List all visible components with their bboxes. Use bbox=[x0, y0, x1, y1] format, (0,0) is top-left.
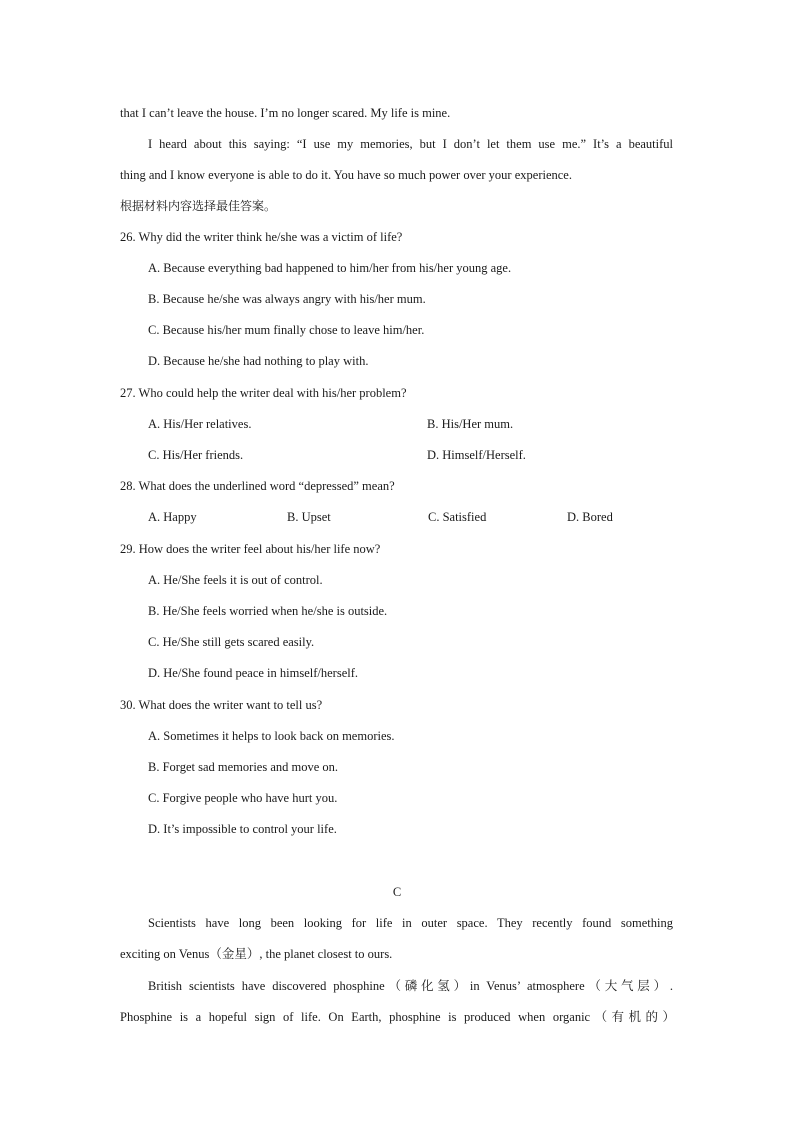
passage-c-p2-line-2: Phosphine is a hopeful sign of life. On Earth, phosphine is produced when organic（有机的） bbox=[120, 1010, 675, 1024]
question-30-stem: 30. What does the writer want to tell us? bbox=[120, 698, 323, 712]
question-28-option-b: B. Upset bbox=[287, 510, 331, 524]
passage-c-p1-line-1: Scientists have long been looking for life in outer space. They recently found something bbox=[148, 916, 673, 930]
passage-b-line-2: I heard about this saying: “I use my memories, but I don’t let them use me.” It’s a beautiful bbox=[148, 137, 673, 151]
question-29-option-a: A. He/She feels it is out of control. bbox=[148, 573, 323, 587]
question-30-option-b: B. Forget sad memories and move on. bbox=[148, 760, 339, 774]
passage-b-line-3: thing and I know everyone is able to do it. You have so much power over your experience. bbox=[120, 168, 572, 182]
passage-c-p1-line-2: exciting on Venus（金星）, the planet closest to ours. bbox=[120, 947, 393, 961]
question-27-option-d: D. Himself/Herself. bbox=[427, 448, 526, 462]
question-27-option-b: B. His/Her mum. bbox=[427, 417, 514, 431]
question-27-option-c: C. His/Her friends. bbox=[148, 448, 244, 462]
passage-b-line-1: that I can’t leave the house. I’m no longer scared. My life is mine. bbox=[120, 106, 451, 120]
question-28-stem: 28. What does the underlined word “depressed” mean? bbox=[120, 479, 395, 493]
question-28-option-d: D. Bored bbox=[567, 510, 613, 524]
passage-c-heading: C bbox=[392, 885, 402, 899]
question-29-option-d: D. He/She found peace in himself/herself. bbox=[148, 666, 359, 680]
question-30-option-a: A. Sometimes it helps to look back on memories. bbox=[148, 729, 395, 743]
question-26-option-c: C. Because his/her mum finally chose to leave him/her. bbox=[148, 323, 425, 337]
question-30-option-d: D. It’s impossible to control your life. bbox=[148, 822, 337, 836]
question-30-option-c: C. Forgive people who have hurt you. bbox=[148, 791, 338, 805]
question-26-stem: 26. Why did the writer think he/she was a victim of life? bbox=[120, 230, 403, 244]
question-29-stem: 29. How does the writer feel about his/her life now? bbox=[120, 542, 381, 556]
question-29-option-c: C. He/She still gets scared easily. bbox=[148, 635, 315, 649]
question-26-option-b: B. Because he/she was always angry with his/her mum. bbox=[148, 292, 426, 306]
question-29-option-b: B. He/She feels worried when he/she is outside. bbox=[148, 604, 388, 618]
question-26-option-a: A. Because everything bad happened to him/her from his/her young age. bbox=[148, 261, 512, 275]
instruction-text: 根据材料内容选择最佳答案。 bbox=[120, 199, 277, 213]
question-26-option-d: D. Because he/she had nothing to play with. bbox=[148, 354, 369, 368]
question-27-stem: 27. Who could help the writer deal with his/her problem? bbox=[120, 386, 407, 400]
question-27-option-a: A. His/Her relatives. bbox=[148, 417, 252, 431]
passage-c-p2-line-1: British scientists have discovered phosphine（磷化氢）in Venus’ atmosphere（大气层）. bbox=[148, 979, 673, 993]
question-28-option-c: C. Satisfied bbox=[428, 510, 487, 524]
question-28-option-a: A. Happy bbox=[148, 510, 197, 524]
